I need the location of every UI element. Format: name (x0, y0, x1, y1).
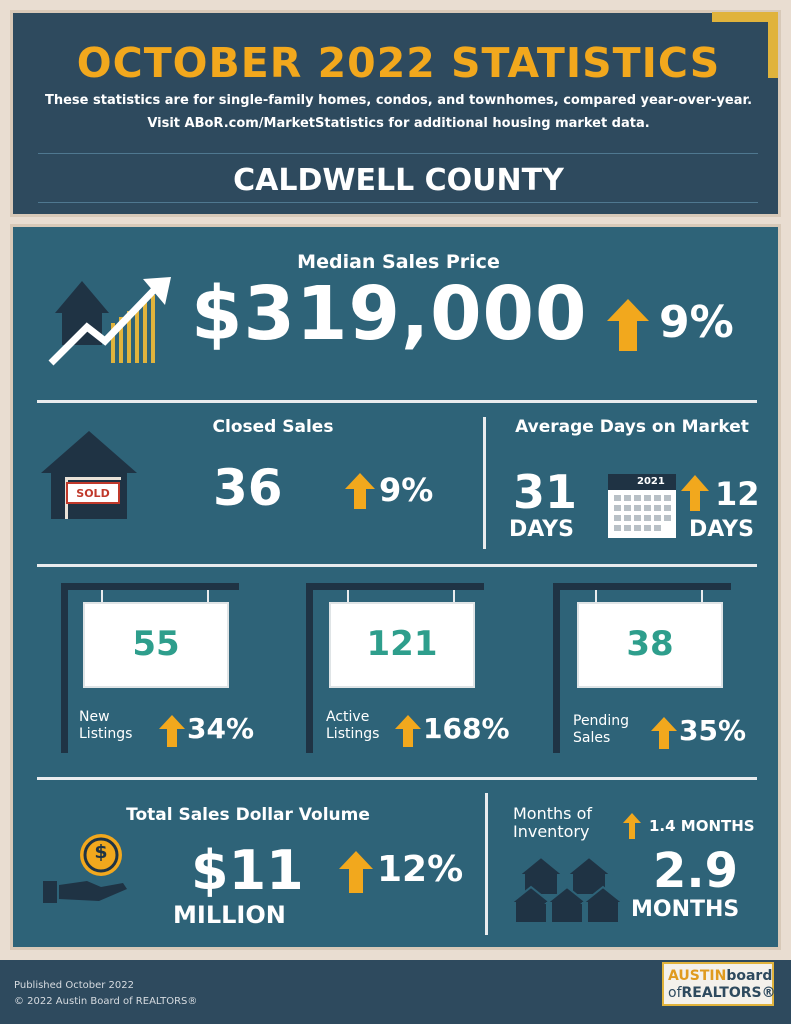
median-price-change: 9% (659, 297, 734, 348)
new-listings-sign-arm (61, 583, 239, 590)
avg-days-value: 31 (513, 465, 578, 519)
total-volume-unit: MILLION (173, 901, 286, 929)
total-volume-change: 12% (377, 849, 464, 890)
sold-house-icon (39, 427, 139, 523)
subtitle-line-1: These statistics are for single-family homes, condos, and townhomes, compared year-over-year. (44, 93, 753, 108)
active-listings-sign-arm (306, 583, 484, 590)
avg-days-change-unit: DAYS (689, 517, 754, 542)
new-listings-sign (83, 602, 229, 688)
months-inventory-label: Months of Inventory (513, 804, 592, 841)
subtitle-line-2: Visit ABoR.com/MarketStatistics for additional housing market data. (147, 116, 650, 131)
money-hand-icon (39, 829, 135, 909)
divider-vertical-2 (485, 793, 488, 935)
corner-accent (712, 12, 778, 78)
months-inventory-change: 1.4 MONTHS (649, 817, 755, 835)
months-inventory-value: 2.9 (653, 843, 739, 899)
copyright: © 2022 Austin Board of REALTORS® (14, 996, 198, 1007)
divider-vertical-1 (483, 417, 486, 549)
new-listings-change: 34% (187, 712, 255, 745)
avg-days-up-arrow-icon (681, 475, 709, 511)
total-volume-label: Total Sales Dollar Volume (126, 805, 370, 825)
avg-days-change: 12 (715, 475, 760, 513)
county-name: CALDWELL COUNTY (233, 163, 564, 198)
pending-sales-value: 38 (626, 624, 674, 664)
abor-logo: AUSTINboard ofREALTORS® (662, 962, 774, 1006)
avg-days-label: Average Days on Market (515, 417, 749, 437)
divider-2 (37, 564, 757, 567)
house-growth-icon (47, 275, 177, 370)
active-listings-label: Active Listings (326, 709, 380, 742)
active-listings-hook-right (453, 590, 455, 602)
total-volume-up-arrow-icon (339, 851, 373, 893)
total-volume-value: $11 (191, 839, 304, 902)
divider-3 (37, 777, 757, 780)
pending-sales-hook-left (595, 590, 597, 602)
stats-panel (10, 224, 781, 950)
new-listings-hook-right (207, 590, 209, 602)
pending-sales-label: Pending Sales (573, 713, 629, 746)
median-price-value: $319,000 (191, 271, 588, 357)
new-listings-up-arrow-icon (159, 715, 185, 747)
active-listings-up-arrow-icon (395, 715, 421, 747)
active-listings-change: 168% (423, 712, 510, 745)
median-price-up-arrow-icon (607, 299, 649, 351)
pending-sales-sign-post (553, 583, 560, 753)
pending-sales-up-arrow-icon (651, 717, 677, 749)
header-divider-bottom (38, 202, 758, 203)
calendar-year: 2021 (637, 476, 665, 487)
pending-sales-sign-arm (553, 583, 731, 590)
new-listings-hook-left (101, 590, 103, 602)
coin-symbol: $ (94, 841, 108, 863)
header-panel (10, 10, 781, 217)
sold-sign-text: SOLD (76, 487, 110, 500)
active-listings-hook-left (347, 590, 349, 602)
active-listings-value: 121 (366, 624, 438, 664)
page-title: OCTOBER 2022 STATISTICS (76, 39, 721, 87)
new-listings-value: 55 (132, 624, 180, 664)
houses-icon (511, 851, 623, 927)
closed-sales-up-arrow-icon (345, 473, 375, 509)
pending-sales-change: 35% (679, 714, 747, 747)
avg-days-unit: DAYS (509, 517, 574, 542)
new-listings-label: New Listings (79, 709, 133, 742)
median-price-label: Median Sales Price (297, 251, 500, 273)
months-inventory-unit: MONTHS (631, 897, 740, 922)
pending-sales-hook-right (701, 590, 703, 602)
closed-sales-label: Closed Sales (212, 417, 334, 437)
new-listings-sign-post (61, 583, 68, 753)
published-date: Published October 2022 (14, 980, 134, 991)
pending-sales-sign (577, 602, 723, 688)
active-listings-sign-post (306, 583, 313, 753)
closed-sales-value: 36 (213, 459, 283, 517)
active-listings-sign (329, 602, 475, 688)
months-inventory-up-arrow-icon (623, 813, 641, 839)
divider-1 (37, 400, 757, 403)
header-divider-top (38, 153, 758, 154)
closed-sales-change: 9% (379, 471, 434, 509)
